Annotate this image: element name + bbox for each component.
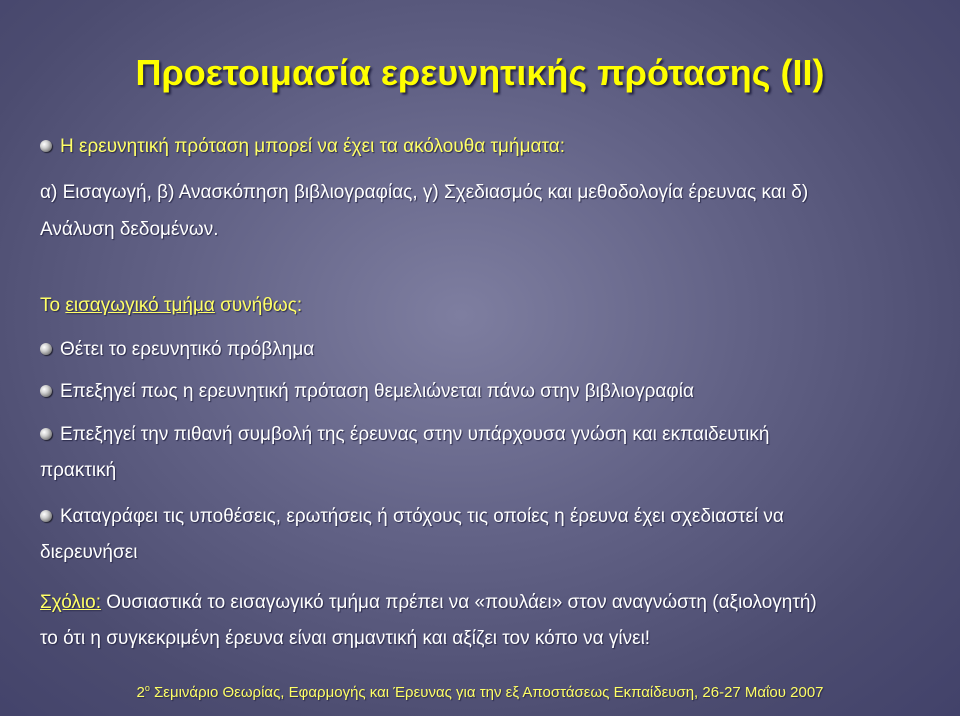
comment-label: Σχόλιο: <box>40 592 101 613</box>
bullet-icon <box>40 510 52 522</box>
bullet-text: Επεξηγεί την πιθανή συμβολή της έρευνας στην υπάρχουσα γνώση και εκπαιδευτική <box>60 424 770 445</box>
bullet-item <box>40 506 784 528</box>
bullet-text: Θέτει το ερευνητικό πρόβλημα <box>60 339 315 360</box>
comment-line-2: το ότι η συγκεκριμένη έρευνα είναι σημαντική και αξίζει τον κόπο να γίνει! <box>40 628 651 649</box>
intro-section-underlined: εισαγωγικό τμήμα <box>65 295 215 316</box>
footer <box>0 683 960 701</box>
bullet-continuation: πρακτική <box>40 460 117 481</box>
intro-line <box>40 136 565 158</box>
bullet-item <box>40 424 769 446</box>
footer-text: Σεμινάριο Θεωρίας, Εφαρμογής και Έρευνας για την εξ Αποστάσεως Εκπαίδευση, 26-27 Μαΐου 2007 <box>149 684 824 701</box>
bullet-item <box>40 381 694 403</box>
footer-superscript: ο <box>144 683 150 693</box>
comment-text-1: Ουσιαστικά το εισαγωγικό τμήμα πρέπει να «πουλάει» στον αναγνώστη (αξιολογητή) <box>100 592 817 613</box>
footer-number: 2 <box>136 684 145 701</box>
parts-line-1: α) Εισαγωγή, β) Ανασκόπηση βιβλιογραφίας, γ) Σχεδιασμός και μεθοδολογία έρευνας και δ) <box>40 182 809 203</box>
bullet-icon <box>40 140 52 152</box>
bullet-item <box>40 339 314 361</box>
bullet-icon <box>40 428 52 440</box>
comment-line-1 <box>40 592 817 614</box>
intro-text: Η ερευνητική πρόταση μπορεί να έχει τα ακόλουθα τμήματα: <box>60 136 566 157</box>
intro-section-suffix: συνήθως: <box>214 295 303 316</box>
bullet-text: Επεξηγεί πως η ερευνητική πρόταση θεμελιώνεται πάνω στην βιβλιογραφία <box>60 381 694 402</box>
bullet-icon <box>40 385 52 397</box>
intro-section-heading <box>40 295 302 317</box>
bullet-text: Καταγράφει τις υποθέσεις, ερωτήσεις ή στόχους τις οποίες η έρευνα έχει σχεδιαστεί να <box>60 506 784 527</box>
bullet-continuation: διερευνήσει <box>40 542 138 563</box>
parts-line-2: Ανάλυση δεδομένων. <box>40 219 219 240</box>
bullet-icon <box>40 343 52 355</box>
intro-section-prefix: Το <box>40 295 66 316</box>
slide-title: Προετοιμασία ερευνητικής πρότασης (ΙΙ) <box>135 52 825 93</box>
